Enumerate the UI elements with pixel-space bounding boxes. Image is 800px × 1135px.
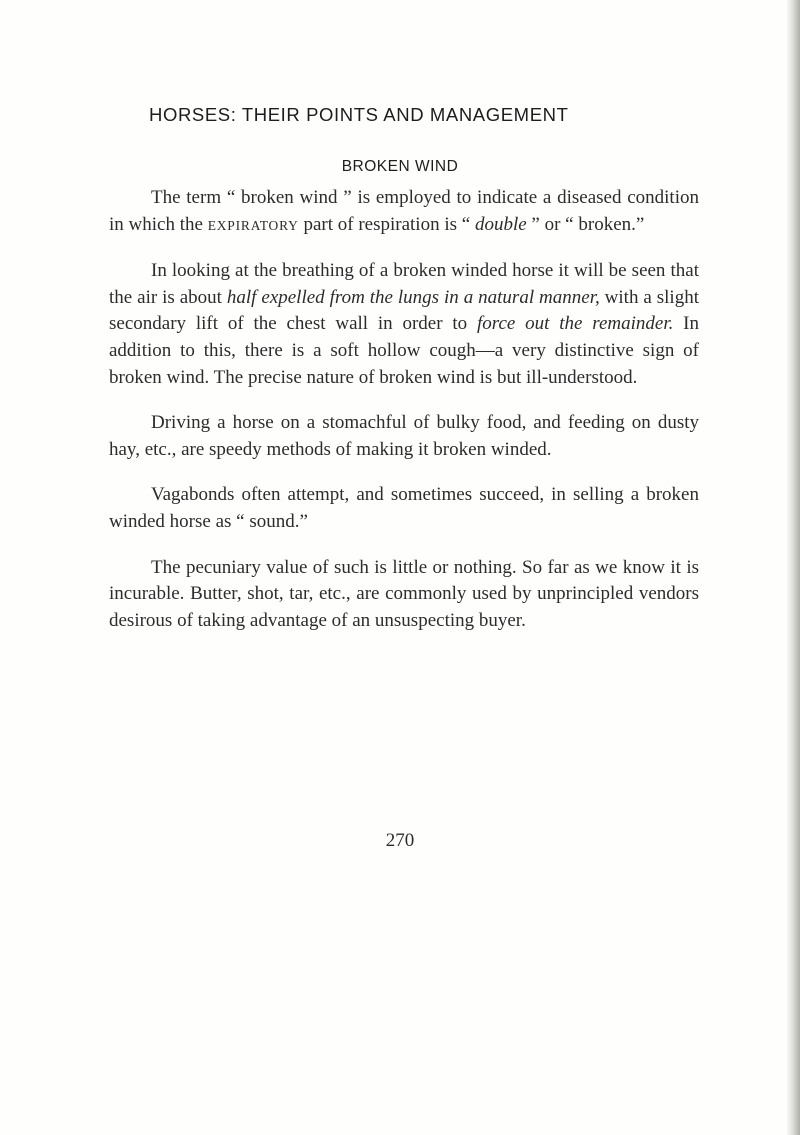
running-head: HORSES: THEIR POINTS AND MANAGEMENT <box>149 104 569 125</box>
paragraph-1 <box>109 185 699 239</box>
paragraph-2-italic-2: force out the remainder. <box>476 313 674 335</box>
paragraph-2-text-c: with a slight secondary lift of the chest wall in order to <box>109 286 699 335</box>
paragraph-3: Driving a horse on a stomachful of bulky food, and feeding on dusty hay, etc., are speedy methods of making it broken winded. <box>109 412 699 460</box>
paragraph-1-italic: double <box>474 213 527 235</box>
section-title: BROKEN WIND <box>341 158 459 175</box>
paragraph-2-text-e: In addition to this, there is a soft hollow cough—a very distinctive sign of broken wind. The precise nature of broken wind is but ill-understood. <box>109 313 700 388</box>
paragraph-2-text-a: In looking at the breathing of a broken winded horse it will be seen that the air is about <box>109 260 699 308</box>
paragraph-2-italic-1: half expelled from the lungs in a natural manner, <box>226 286 600 308</box>
paragraph-1-text-e: ” or “ broken.” <box>526 213 645 235</box>
body-text <box>109 185 699 653</box>
paragraph-2 <box>109 258 699 391</box>
paragraph-4: Vagabonds often attempt, and sometimes succeed, in selling a broken winded horse as “ sound.” <box>109 484 699 532</box>
paragraph-5: The pecuniary value of such is little or nothing. So far as we know it is incurable. Butter, shot, tar, etc., are commonly used by unprincipled vendors desirous of taking advantage of an unsuspecting buyer. <box>109 556 699 631</box>
page-number: 270 <box>385 830 415 851</box>
paragraph-1-text-a: The term “ broken wind ” is employed to indicate a diseased condition in which the <box>109 187 699 235</box>
paragraph-1-text-c: part of respiration is “ <box>298 213 475 235</box>
paragraph-1-small-caps: EXPIRATORY <box>207 217 299 233</box>
